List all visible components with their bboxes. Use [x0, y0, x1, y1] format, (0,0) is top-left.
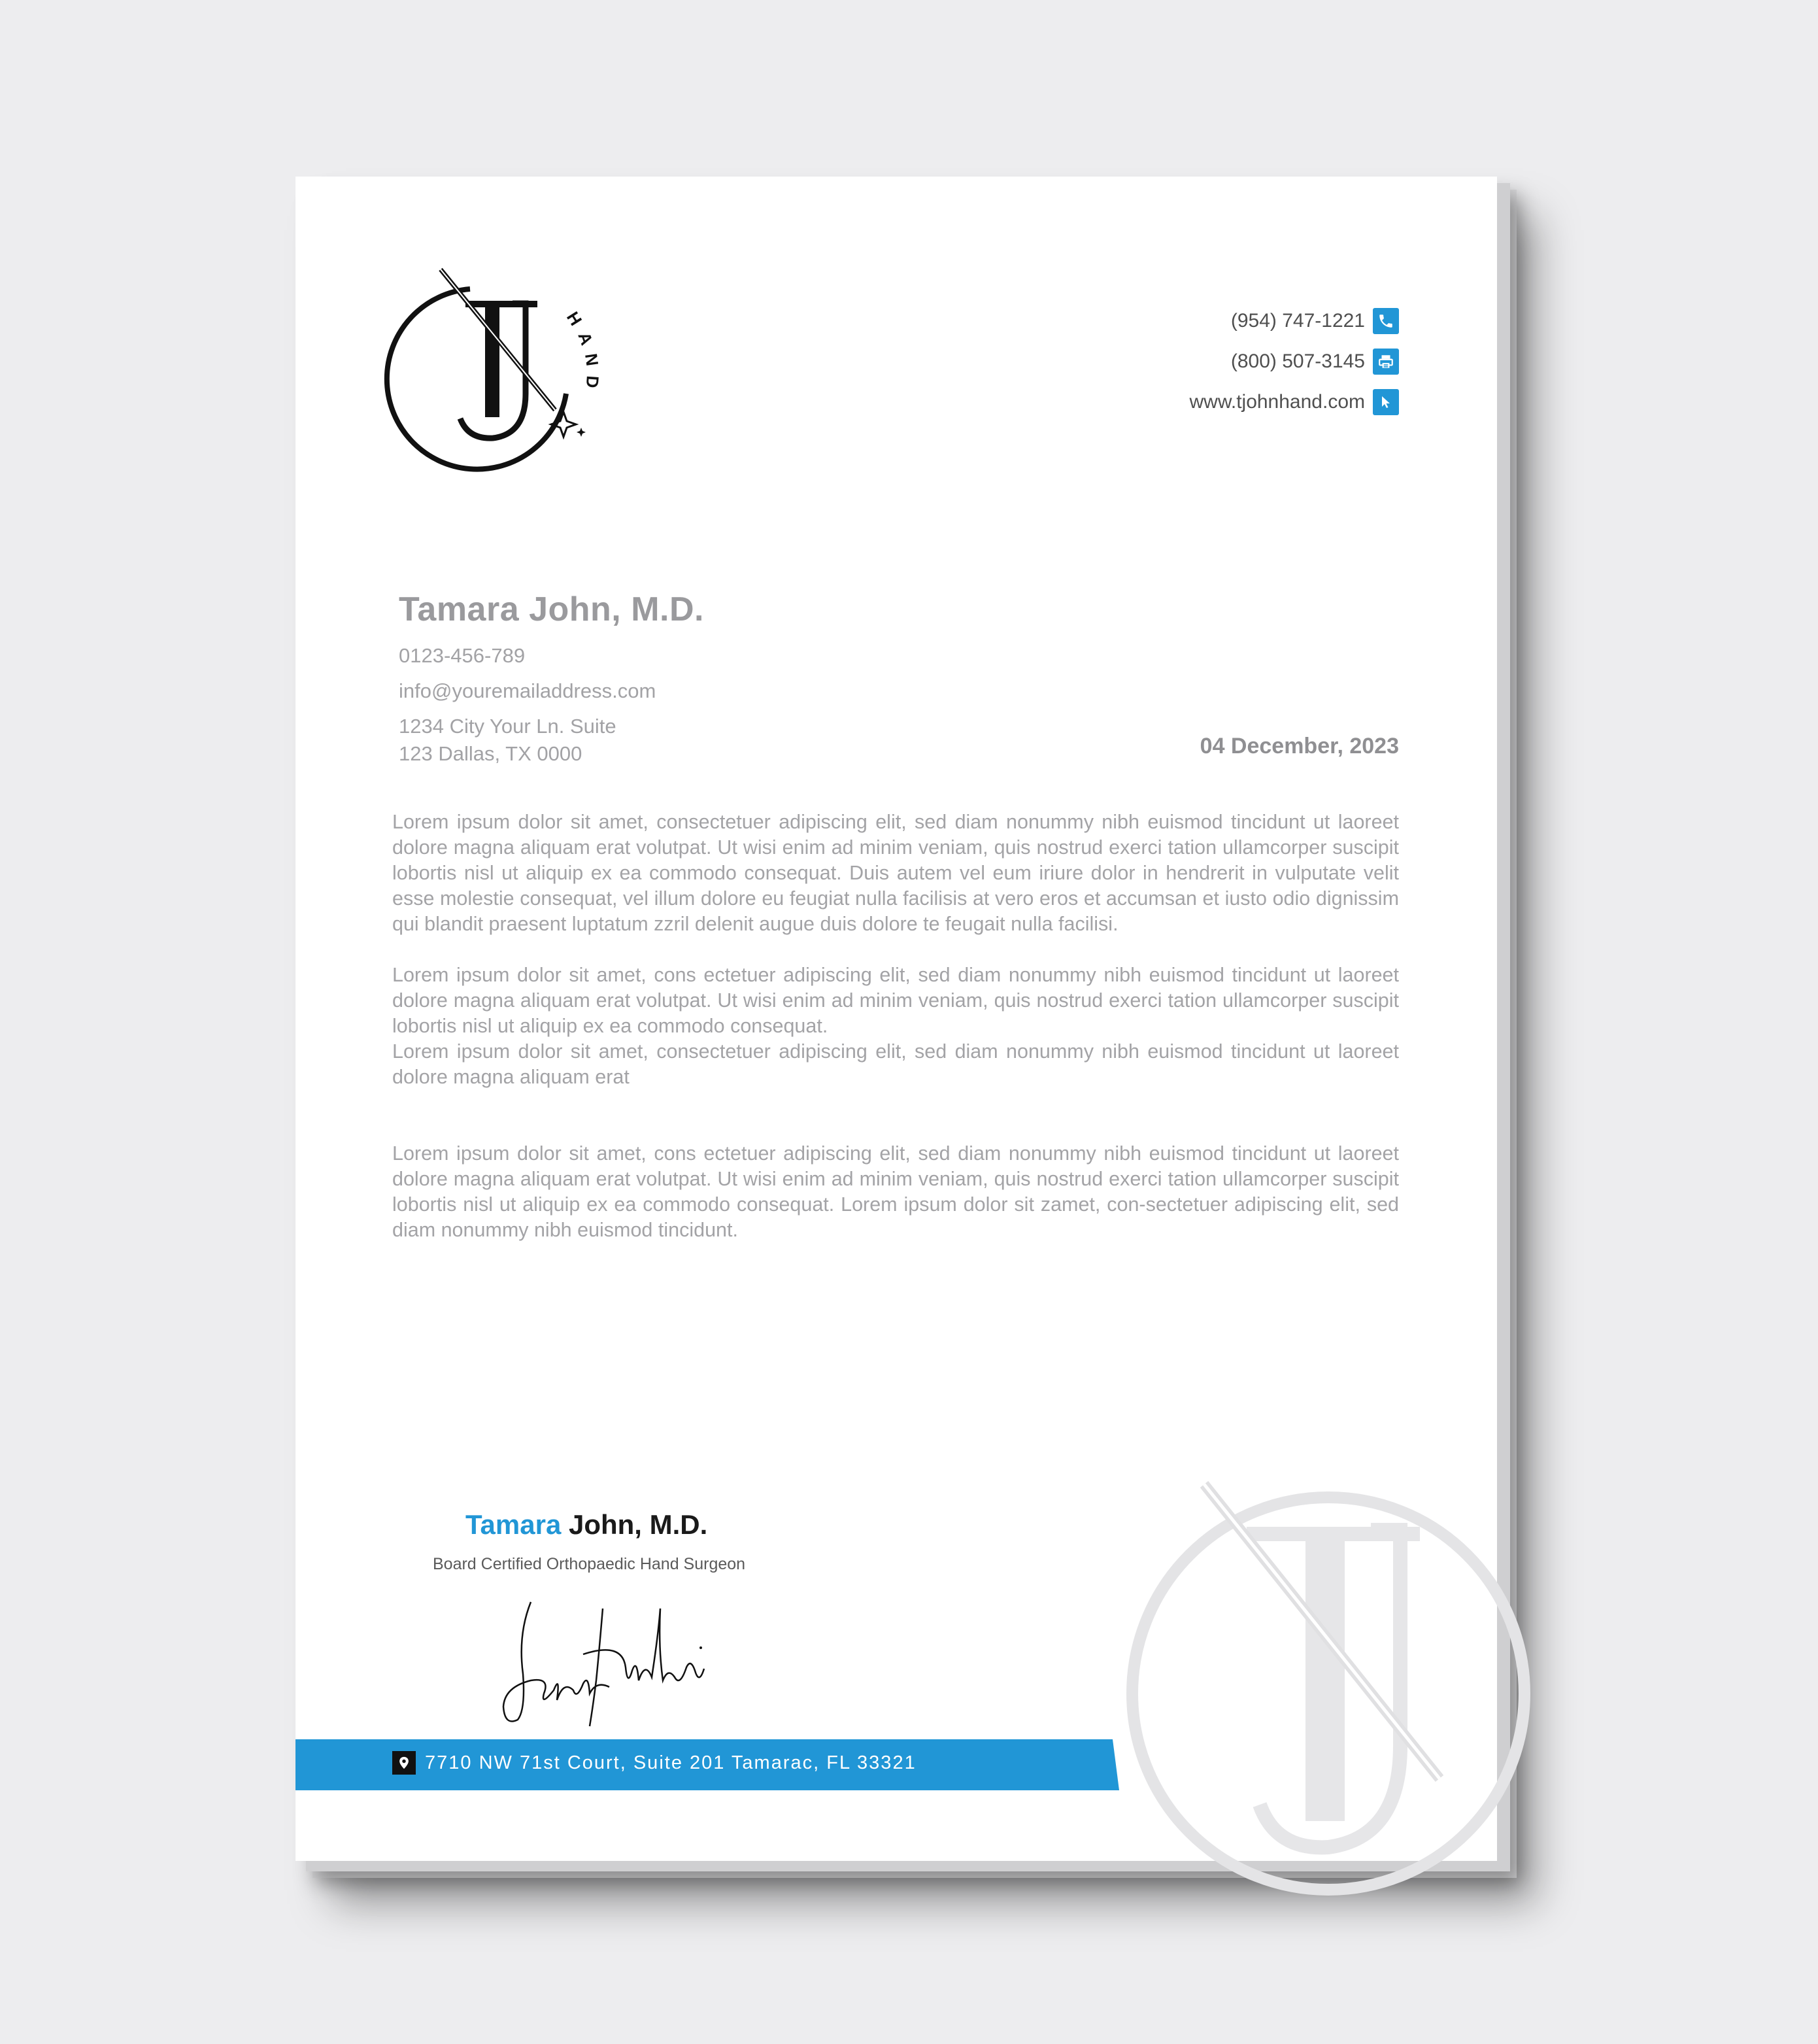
- sender-phone: 0123-456-789: [399, 644, 526, 667]
- letterhead-page: [295, 177, 1497, 1861]
- contact-website: www.tjohnhand.com: [1189, 391, 1365, 413]
- logo-hand-h: H: [562, 308, 586, 330]
- sender-block: [399, 590, 856, 768]
- sender-name: Tamara John, M.D.: [399, 590, 704, 628]
- letter-date: 04 December, 2023: [1200, 734, 1399, 758]
- sender-email: info@youremailaddress.com: [399, 679, 656, 702]
- cursor-icon: [1373, 389, 1399, 415]
- logo-hand-n: N: [581, 352, 603, 367]
- contact-phone-row: [941, 301, 1399, 341]
- location-pin-icon: [392, 1751, 416, 1775]
- contact-block: [941, 301, 1399, 422]
- logo-hand-a: A: [574, 329, 597, 348]
- body-paragraph: Lorem ipsum dolor sit amet, consectetuer adipiscing elit, sed diam nonummy nibh euismod tincidunt ut laoreet dolore magna aliquam erat volutpat. Ut wisi enim ad minim veniam, quis nostrud exerci tation ullamcorper suscipit lobortis nisl ut aliquip ex ea commodo consequat. Duis autem vel eum iriure dolor in hendrerit in vulputate velit esse molestie consequat, vel illum dolore eu feugiat nulla facilisis at vero eros et accumsan et iusto odio dignissim qui blandit praesent luptatum zzril delenit augue duis dolore te feugait nulla facilisi.: [392, 811, 1399, 935]
- sender-address-line1: 1234 City Your Ln. Suite: [399, 715, 616, 738]
- signature-first-name: Tamara: [465, 1509, 562, 1540]
- contact-web-row: [941, 382, 1399, 422]
- fax-icon: [1373, 349, 1399, 375]
- contact-fax: (800) 507-3145: [1230, 350, 1365, 372]
- footer-address: 7710 NW 71st Court, Suite 201 Tamarac, FL 33321: [425, 1752, 917, 1773]
- contact-fax-row: [941, 341, 1399, 382]
- letter-body: [392, 809, 1399, 1243]
- signature-title: Board Certified Orthopaedic Hand Surgeon: [433, 1555, 746, 1573]
- body-paragraph: Lorem ipsum dolor sit amet, cons ectetuer adipiscing elit, sed diam nonummy nibh euismod tincidunt ut laoreet dolore magna aliquam erat volutpat. Ut wisi enim ad minim veniam, quis nostrud exerci tation ullamcorper suscipit lobortis nisl ut aliquip ex ea commodo consequat.: [392, 964, 1399, 1037]
- phone-icon: [1373, 308, 1399, 334]
- body-paragraph: Lorem ipsum dolor sit amet, consectetuer adipiscing elit, sed diam nonummy nibh euismod tincidunt ut laoreet dolore magna aliquam erat: [392, 1040, 1399, 1088]
- logo-watermark: [1113, 1471, 1518, 1877]
- tj-hand-logo: [395, 263, 603, 459]
- signature-name: [465, 1509, 707, 1541]
- body-paragraph: Lorem ipsum dolor sit amet, cons ectetuer adipiscing elit, sed diam nonummy nibh euismod tincidunt ut laoreet dolore magna aliquam erat volutpat. Ut wisi enim ad minim veniam, quis nostrud exerci tation ullamcorper suscipit lobortis nisl ut aliquip ex ea commodo consequat. Lorem ipsum dolor sit zamet, con-sectetuer adipiscing elit, sed diam nonummy nibh euismod tincidunt.: [392, 1142, 1399, 1241]
- footer-address-block: [392, 1751, 917, 1775]
- logo-hand-d: D: [582, 375, 603, 389]
- handwritten-signature: [492, 1595, 714, 1733]
- sender-address-line2: 123 Dallas, TX 0000: [399, 742, 582, 765]
- signature-rest-name: John, M.D.: [561, 1509, 708, 1540]
- contact-phone: (954) 747-1221: [1230, 310, 1365, 332]
